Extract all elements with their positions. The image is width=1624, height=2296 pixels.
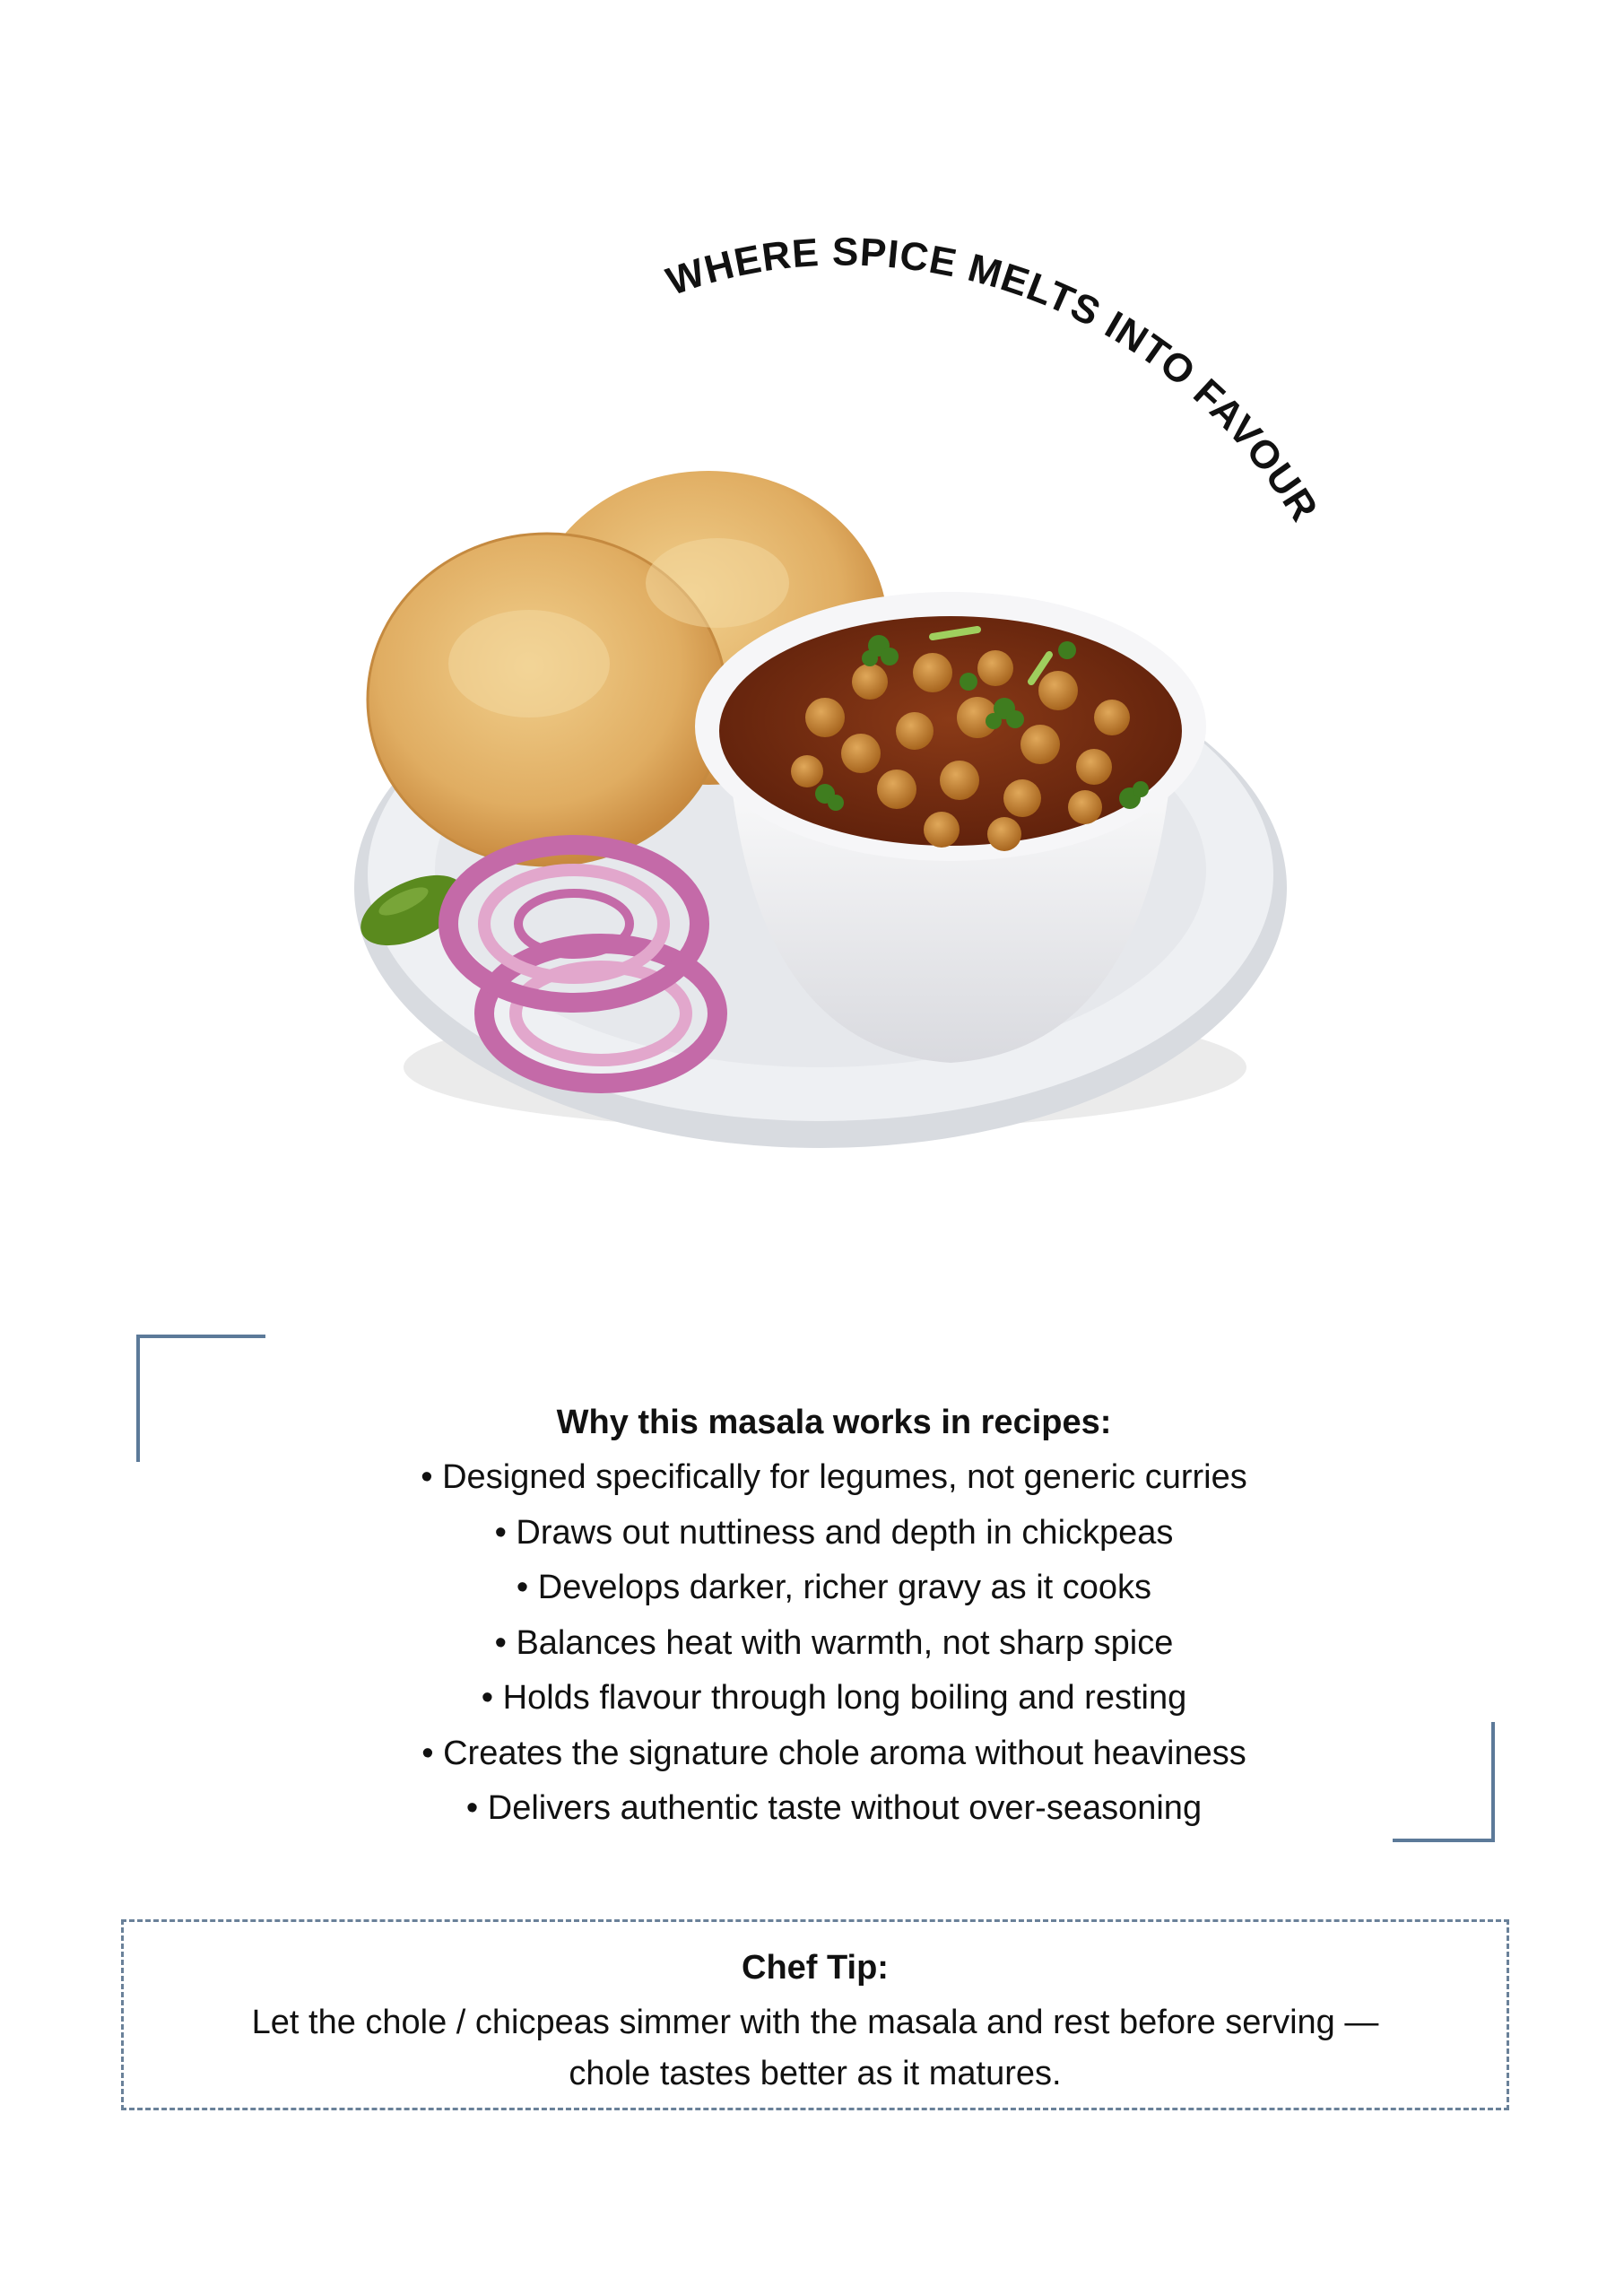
chef-tip-title: Chef Tip:: [742, 1949, 889, 1987]
chef-tip-line: Let the chole / chicpeas simmer with the masala and rest before serving —: [251, 2004, 1379, 2041]
why-item: • Delivers authentic taste without over-seasoning: [465, 1789, 1203, 1827]
chole-bhature-image: [323, 422, 1309, 1193]
why-section: [179, 1395, 1489, 1837]
why-item: • Develops darker, richer gravy as it cooks: [516, 1569, 1152, 1606]
why-title: Why this masala works in recipes:: [556, 1404, 1112, 1441]
tagline-text: WHERE SPICE MELTS INTO FAVOUR: [661, 230, 1327, 530]
why-item: • Creates the signature chole aroma without heaviness: [421, 1734, 1246, 1772]
why-item: • Draws out nuttiness and depth in chickpeas: [494, 1513, 1174, 1552]
chef-tip-box: [121, 1919, 1509, 2110]
why-item: • Designed specifically for legumes, not generic curries: [421, 1458, 1247, 1496]
why-list: [179, 1450, 1489, 1837]
chef-tip-line: chole tastes better as it matures.: [569, 2055, 1062, 2092]
chef-tip-text: [124, 1997, 1507, 2100]
why-item: • Balances heat with warmth, not sharp spice: [494, 1623, 1174, 1662]
why-item: • Holds flavour through long boiling and resting: [481, 1679, 1187, 1717]
